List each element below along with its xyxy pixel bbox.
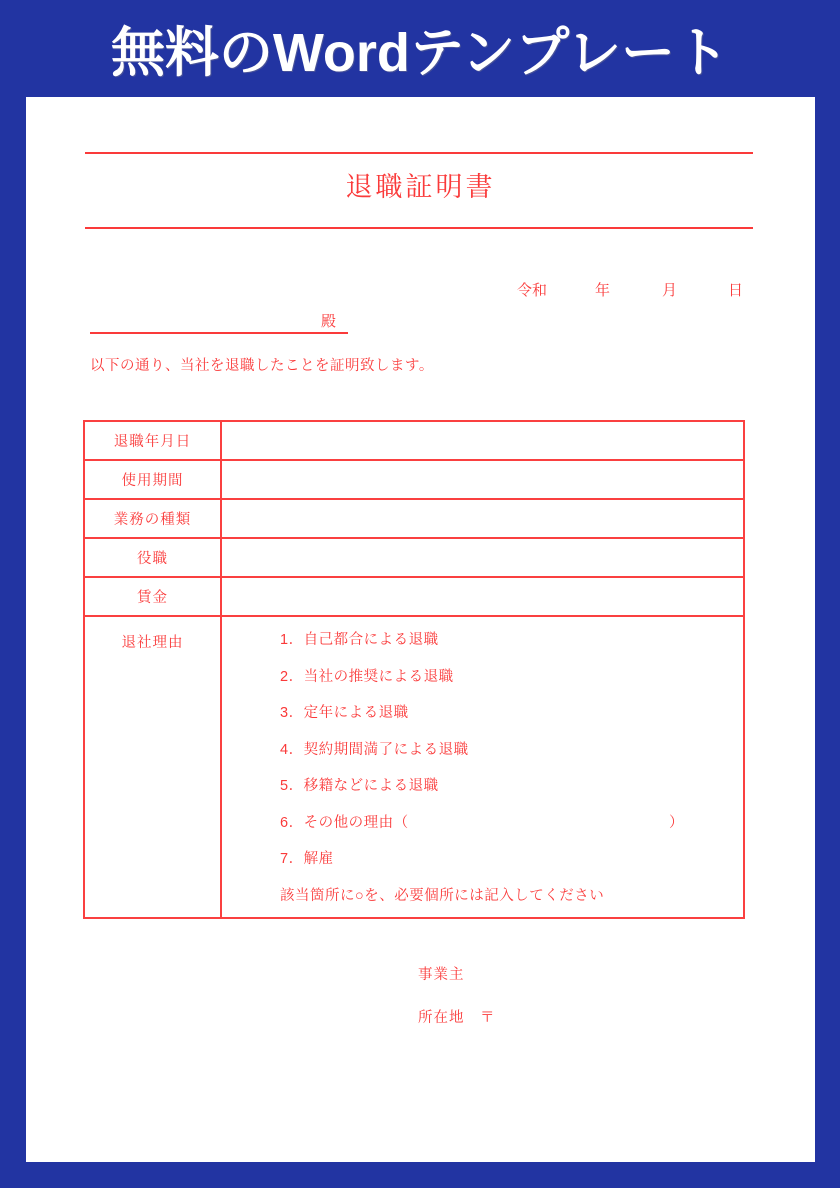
reason-option-4: 4．契約期間満了による退職 <box>280 741 469 758</box>
addressee-blank-field[interactable] <box>90 310 348 334</box>
reason-option-6 <box>280 813 684 833</box>
table-row-reason <box>85 617 743 917</box>
row-value-retirement-date[interactable] <box>222 422 743 459</box>
row-label-position: 役職 <box>85 539 222 576</box>
reason-option-6-close-paren: ） <box>669 814 684 831</box>
date-era-label: 令和 <box>517 282 548 299</box>
row-value-employment-period[interactable] <box>222 461 743 498</box>
date-year-label: 年 <box>595 282 611 299</box>
reason-option-5: 5．移籍などによる退職 <box>280 778 439 794</box>
row-label-retirement-date: 退職年月日 <box>85 422 222 459</box>
row-label-wage: 賃金 <box>85 578 222 615</box>
reason-option-1: 1．自己都合による退職 <box>280 632 439 648</box>
row-label-resignation-reason: 退社理由 <box>85 617 222 917</box>
employer-label: 事業主 <box>418 967 465 983</box>
reason-option-6-text: 6．その他の理由（ <box>280 814 409 831</box>
table-row <box>85 500 743 539</box>
intro-sentence: 以下の通り、当社を退職したことを証明致します。 <box>90 358 434 374</box>
row-label-business-type: 業務の種類 <box>85 500 222 537</box>
table-row <box>85 461 743 500</box>
reason-option-7: 7．解雇 <box>280 851 334 867</box>
row-value-position[interactable] <box>222 539 743 576</box>
banner-title: 無料のWordテンプレート <box>110 23 730 83</box>
resignation-reason-options <box>222 617 743 917</box>
table-row <box>85 539 743 578</box>
reason-instruction-note: 該当箇所に○を、必要個所には記入してください <box>280 887 605 904</box>
row-label-employment-period: 使用期間 <box>85 461 222 498</box>
table-row <box>85 578 743 617</box>
row-value-wage[interactable] <box>222 578 743 615</box>
address-label: 所在地 〒 <box>418 1010 496 1026</box>
reason-option-2: 2．当社の推奨による退職 <box>280 668 454 685</box>
site-banner <box>0 0 840 97</box>
row-value-business-type[interactable] <box>222 500 743 537</box>
addressee-suffix-label: 殿 <box>320 313 336 330</box>
document-title: 退職証明書 <box>345 172 496 202</box>
document-page <box>26 97 815 1162</box>
table-row <box>85 422 743 461</box>
top-rule <box>85 152 753 154</box>
certificate-table <box>83 420 745 919</box>
reason-option-3: 3．定年による退職 <box>280 705 409 721</box>
date-day-label: 日 <box>728 282 744 299</box>
title-underline-rule <box>85 227 753 229</box>
date-month-label: 月 <box>662 282 678 299</box>
